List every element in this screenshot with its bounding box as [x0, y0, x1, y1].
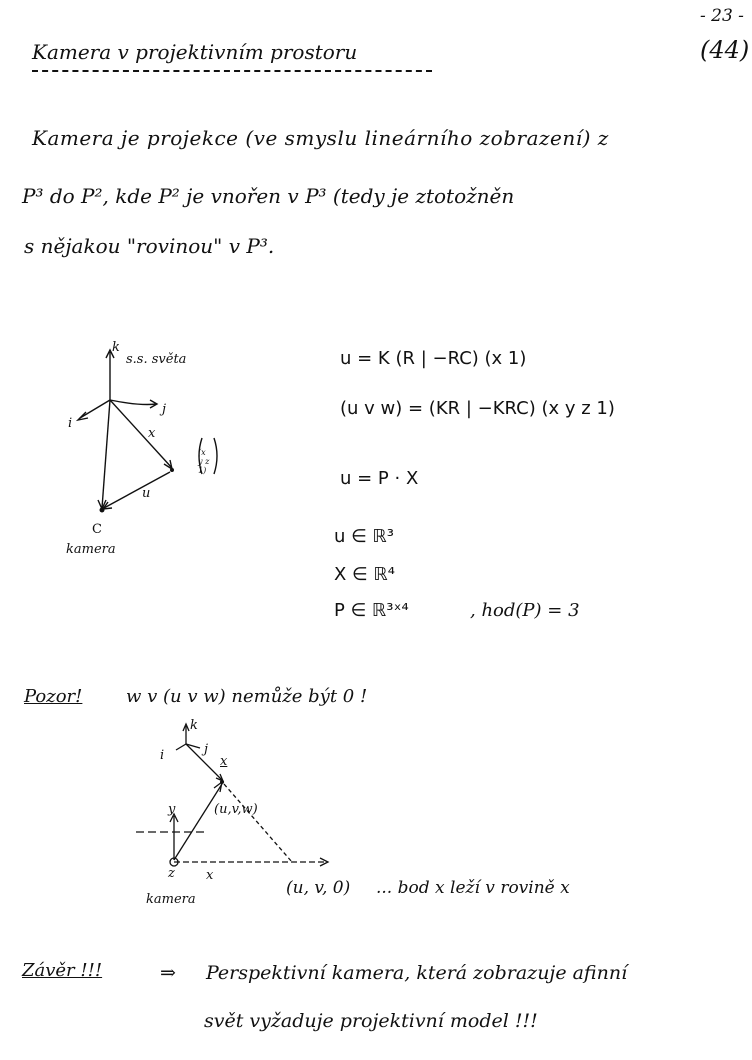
- fig1-camera-label: kamera: [66, 542, 116, 557]
- equation-3: u = P · X: [340, 468, 419, 489]
- paragraph-line-2: P³ do P², kde P² je vnořen v P³ (tedy je ztotožněn: [22, 184, 515, 208]
- equation-1: u = K (R | −RC) (x 1): [340, 348, 527, 369]
- fig2-bottom-point: (u, v, 0): [286, 878, 351, 898]
- fig1-camera-center-label: C: [92, 522, 102, 537]
- equation-6: P ∈ ℝ³ˣ⁴: [334, 600, 409, 621]
- page-number: - 23 -: [700, 6, 744, 26]
- fig1-axis-j-label: j: [162, 402, 167, 417]
- vector-u-line: [104, 472, 170, 508]
- fig2-world-point: [220, 780, 224, 784]
- fig1-axis-k-label: k: [112, 340, 120, 355]
- fig2-axis-i-line: [176, 744, 186, 750]
- rank-statement: , hod(P) = 3: [470, 600, 580, 621]
- equation-4: u ∈ ℝ³: [334, 526, 395, 547]
- fig1-point-vector: (x y z 1): [198, 448, 210, 475]
- fig1-vector-x-label: x: [148, 426, 156, 441]
- camera-center-point: [100, 508, 105, 513]
- conclusion-label: Závěr !!!: [22, 960, 103, 981]
- fig2-axis-j-label: j: [204, 742, 209, 757]
- fig1-vector-u-label: u: [142, 486, 151, 501]
- fig2-dashed-projection: [224, 784, 292, 862]
- camera-diagram-2: [130, 718, 350, 878]
- fig1-axis-i-label: i: [68, 416, 73, 431]
- fig1-world-label: s.s. světa: [126, 352, 187, 367]
- matrix-bracket-right: [214, 438, 217, 474]
- fig2-ray-up-line: [174, 784, 222, 860]
- camera-ray-line: [102, 400, 110, 508]
- world-point: [170, 468, 174, 472]
- paragraph-line-3: s nějakou "rovinou" v P³.: [24, 234, 275, 258]
- paragraph-line-1: Kamera je projekce (ve smyslu lineárního zobrazení) z: [32, 126, 609, 150]
- equation-5: X ∈ ℝ⁴: [334, 564, 395, 585]
- page-title: Kamera v projektivním prostoru: [32, 40, 358, 64]
- camera-diagram-1: [60, 340, 260, 540]
- fig2-axis-k-label: k: [190, 718, 198, 733]
- fig2-axis-x-label: x: [206, 868, 214, 883]
- fig2-axis-z-label: z: [168, 866, 175, 881]
- equation-2: (u v w) = (KR | −KRC) (x y z 1): [340, 398, 615, 419]
- note-label: Pozor!: [24, 686, 83, 707]
- note-text: w v (u v w) nemůže být 0 !: [126, 686, 368, 707]
- title-underline: [32, 70, 432, 74]
- page-number-alt: (44): [700, 36, 750, 64]
- fig2-vector-x-label: x: [220, 754, 228, 769]
- axis-j-line: [110, 400, 156, 405]
- fig2-point-label: (u,v,w): [214, 802, 258, 817]
- fig2-camera-label: kamera: [146, 892, 196, 907]
- fig2-axis-i-label: i: [160, 748, 165, 763]
- conclusion-line-2: svět vyžaduje projektivní model !!!: [204, 1010, 538, 1032]
- axis-i-line: [80, 400, 110, 418]
- conclusion-line-1: Perspektivní kamera, která zobrazuje afinní: [206, 962, 628, 984]
- fig2-bottom-text: ... bod x leží v rovině x: [376, 878, 570, 898]
- fig2-axis-y-label: y: [168, 802, 176, 817]
- conclusion-arrow: ⇒: [160, 962, 176, 984]
